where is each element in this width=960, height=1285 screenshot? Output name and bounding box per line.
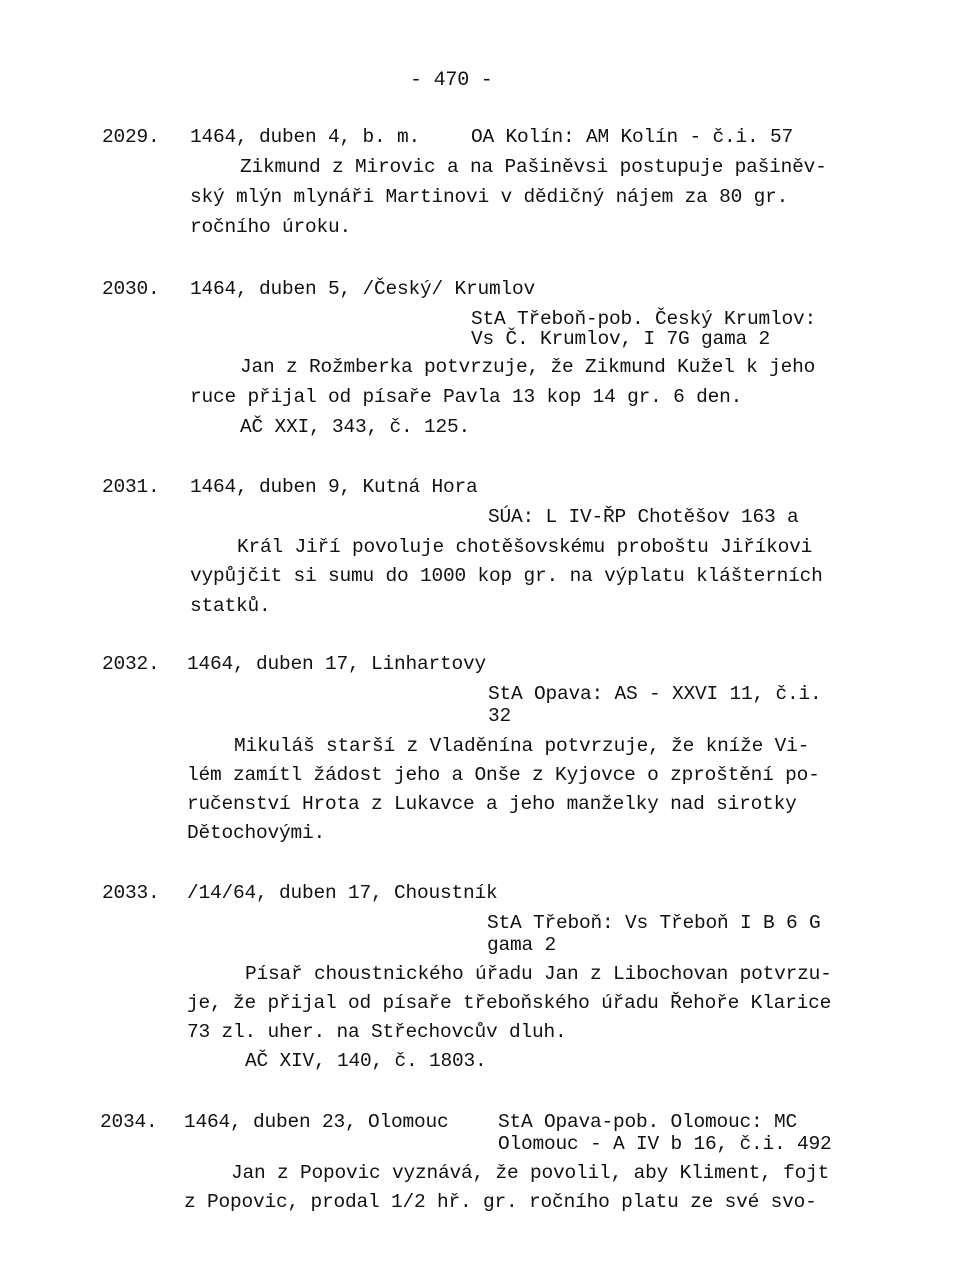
entry-text-line: lém zamítl žádost jeho a Onše z Kyjovce o zproštění po- xyxy=(187,764,820,786)
entry-source: OA Kolín: AM Kolín - č.i. 57 xyxy=(471,126,794,148)
entry-source-line: StA Opava-pob. Olomouc: MC xyxy=(498,1111,798,1133)
entry-reference: AČ XIV, 140, č. 1803. xyxy=(245,1050,487,1072)
entry-source-line: gama 2 xyxy=(487,934,557,956)
entry-source: SÚA: L IV-ŘP Chotěšov 163 a xyxy=(488,506,799,528)
entry-reference: AČ XXI, 343, č. 125. xyxy=(240,416,471,438)
entry-text-line: Písař choustnického úřadu Jan z Libochovan potvrzu- xyxy=(245,963,832,985)
entry-text-line: Král Jiří povoluje chotěšovskému proboštu Jiříkovi xyxy=(237,536,813,558)
entry-source-line: StA Opava: AS - XXVI 11, č.i. xyxy=(488,683,822,705)
entry-number: 2033. xyxy=(102,882,160,904)
entry-header: 1464, duben 17, Linhartovy xyxy=(187,653,487,675)
entry-text-line: Dětochovými. xyxy=(187,822,326,844)
entry-text-line: statků. xyxy=(190,595,271,617)
entry-number: 2032. xyxy=(102,653,160,675)
entry-number: 2034. xyxy=(100,1111,158,1133)
entry-text-line: je, že přijal od písaře třeboňského úřadu Řehoře Klarice xyxy=(187,992,832,1014)
entry-text-line: Jan z Rožmberka potvrzuje, že Zikmund Kužel k jeho xyxy=(240,356,816,378)
entry-text-line: Jan z Popovic vyznává, že povolil, aby Kliment, fojt xyxy=(231,1162,830,1184)
entry-text-line: ročního úroku. xyxy=(190,216,352,238)
entry-source-line: StA Třeboň: Vs Třeboň I B 6 G xyxy=(487,912,821,934)
entry-text-line: Zikmund z Mirovic a na Pašiněvsi postupuje pašiněv- xyxy=(240,156,827,178)
entry-header: 1464, duben 4, b. m. xyxy=(190,126,421,148)
entry-text-line: z Popovic, prodal 1/2 hř. gr. ročního platu ze své svo- xyxy=(184,1191,817,1213)
entry-text-line: ský mlýn mlynáři Martinovi v dědičný nájem za 80 gr. xyxy=(190,186,789,208)
entry-header: /14/64, duben 17, Choustník xyxy=(187,882,498,904)
entry-header: 1464, duben 5, /Český/ Krumlov xyxy=(190,278,536,300)
entry-text-line: vypůjčit si sumu do 1000 kop gr. na výplatu klášterních xyxy=(190,565,823,587)
page-number: - 470 - xyxy=(410,69,493,92)
entry-source-line: Olomouc - A IV b 16, č.i. 492 xyxy=(498,1133,832,1155)
entry-header: 1464, duben 23, Olomouc xyxy=(184,1111,449,1133)
entry-text-line: Mikuláš starší z Vladěnína potvrzuje, že kníže Vi- xyxy=(234,735,810,757)
entry-number: 2029. xyxy=(102,126,160,148)
entry-source-line: StA Třeboň-pob. Český Krumlov: xyxy=(471,308,817,330)
entry-text-line: ruce přijal od písaře Pavla 13 kop 14 gr. 6 den. xyxy=(190,386,743,408)
entry-number: 2031. xyxy=(102,476,160,498)
entry-header: 1464, duben 9, Kutná Hora xyxy=(190,476,478,498)
entry-number: 2030. xyxy=(102,278,160,300)
entry-text-line: ručenství Hrota z Lukavce a jeho manželky nad sirotky xyxy=(187,793,797,815)
entry-text-line: 73 zl. uher. na Střechovcův dluh. xyxy=(187,1021,567,1043)
entry-source-line: 32 xyxy=(488,705,512,727)
entry-source-line: Vs Č. Krumlov, I 7G gama 2 xyxy=(471,328,771,350)
